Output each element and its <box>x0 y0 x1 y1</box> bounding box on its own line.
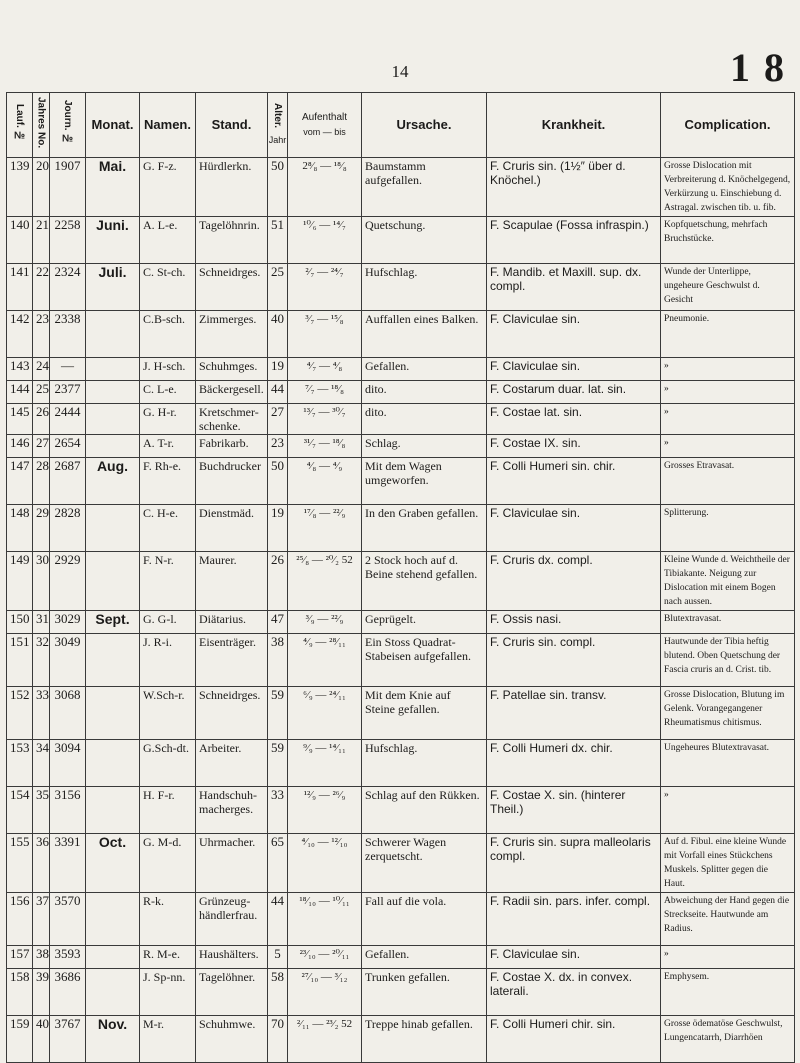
cell-occupation: Zimmerges. <box>196 311 268 358</box>
cell-stay-period: ²⁄₁₁ — ²³⁄₂ 52 <box>288 1016 362 1063</box>
cell-year-number: 34 <box>33 740 50 787</box>
cell-patient-name: F. N-r. <box>140 552 196 611</box>
cell-cause: Mit dem Knie auf Steine gefallen. <box>362 687 487 740</box>
cell-year-number: 20 <box>33 158 50 217</box>
cell-complication: » <box>661 358 795 381</box>
cell-age: 19 <box>268 358 288 381</box>
cell-patient-name: R-k. <box>140 893 196 946</box>
cell-lauf-number: 152 <box>7 687 33 740</box>
cell-occupation: Bäckergesell. <box>196 381 268 404</box>
cell-lauf-number: 157 <box>7 946 33 969</box>
cell-year-number: 31 <box>33 611 50 634</box>
cell-cause: In den Graben gefallen. <box>362 505 487 552</box>
cell-complication: Kopfquetschung, mehrfach Bruchstücke. <box>661 217 795 264</box>
cell-year-number: 37 <box>33 893 50 946</box>
cell-diagnosis: F. Radii sin. pars. infer. compl. <box>487 893 661 946</box>
cell-stay-period: ⁴⁄₈ — ⁴⁄₉ <box>288 458 362 505</box>
cell-month <box>86 505 140 552</box>
cell-diagnosis: F. Cruris dx. compl. <box>487 552 661 611</box>
cell-diagnosis: F. Costarum duar. lat. sin. <box>487 381 661 404</box>
cell-occupation: Eisenträger. <box>196 634 268 687</box>
cell-complication: » <box>661 435 795 458</box>
cell-age: 19 <box>268 505 288 552</box>
cell-complication: Splitterung. <box>661 505 795 552</box>
cell-month <box>86 381 140 404</box>
cell-stay-period: ¹⁸⁄₁₀ — ¹⁰⁄₁₁ <box>288 893 362 946</box>
cell-patient-name: R. M-e. <box>140 946 196 969</box>
cell-month <box>86 787 140 834</box>
cell-age: 47 <box>268 611 288 634</box>
cell-cause: Trunken gefallen. <box>362 969 487 1016</box>
cell-journal-number: 3049 <box>50 634 86 687</box>
cell-cause: Mit dem Wagen umgeworfen. <box>362 458 487 505</box>
cell-diagnosis: F. Patellae sin. transv. <box>487 687 661 740</box>
cell-occupation: Schuhmges. <box>196 358 268 381</box>
cell-complication: » <box>661 946 795 969</box>
cell-patient-name: W.Sch-r. <box>140 687 196 740</box>
table-row <box>7 158 795 217</box>
cell-year-number: 23 <box>33 311 50 358</box>
cell-occupation: Diätarius. <box>196 611 268 634</box>
table-row <box>7 893 795 946</box>
cell-complication: Grosse ödematöse Geschwulst, Lungencatarrh, Diarrhöen <box>661 1016 795 1063</box>
cell-lauf-number: 140 <box>7 217 33 264</box>
cell-patient-name: G. G-l. <box>140 611 196 634</box>
cell-complication: Kleine Wunde d. Weichtheile der Tibiakante. Neigung zur Dislocation mit einem Bogen nach aussen. <box>661 552 795 611</box>
table-row <box>7 217 795 264</box>
cell-journal-number: 2377 <box>50 381 86 404</box>
cell-age: 51 <box>268 217 288 264</box>
cell-diagnosis: F. Costae lat. sin. <box>487 404 661 435</box>
cell-journal-number: 2929 <box>50 552 86 611</box>
cell-patient-name: C. St-ch. <box>140 264 196 311</box>
cell-month <box>86 552 140 611</box>
cell-month: Juli. <box>86 264 140 311</box>
cell-age: 25 <box>268 264 288 311</box>
cell-cause: Baumstamm aufgefallen. <box>362 158 487 217</box>
cell-year-number: 33 <box>33 687 50 740</box>
cell-patient-name: G. H-r. <box>140 404 196 435</box>
header-monat: Monat. <box>86 93 140 158</box>
cell-stay-period: ⁴⁄₁₀ — ¹²⁄₁₀ <box>288 834 362 893</box>
cell-stay-period: ⁴⁄₉ — ²⁸⁄₁₁ <box>288 634 362 687</box>
cell-diagnosis: F. Claviculae sin. <box>487 358 661 381</box>
cell-stay-period: ¹²⁄₉ — ²⁶⁄₉ <box>288 787 362 834</box>
cell-age: 26 <box>268 552 288 611</box>
cell-cause: Hufschlag. <box>362 740 487 787</box>
cell-month: Oct. <box>86 834 140 893</box>
cell-stay-period: ³⁄₉ — ²²⁄₉ <box>288 611 362 634</box>
cell-patient-name: G.Sch-dt. <box>140 740 196 787</box>
table-row <box>7 505 795 552</box>
cell-occupation: Fabrikarb. <box>196 435 268 458</box>
cell-age: 59 <box>268 740 288 787</box>
cell-month: Aug. <box>86 458 140 505</box>
table-row <box>7 787 795 834</box>
cell-complication: Pneumonie. <box>661 311 795 358</box>
cell-occupation: Buchdrucker <box>196 458 268 505</box>
cell-cause: Schwerer Wagen zerquetscht. <box>362 834 487 893</box>
cell-year-number: 24 <box>33 358 50 381</box>
cell-cause: dito. <box>362 404 487 435</box>
cell-lauf-number: 143 <box>7 358 33 381</box>
cell-year-number: 27 <box>33 435 50 458</box>
cell-diagnosis: F. Ossis nasi. <box>487 611 661 634</box>
table-row <box>7 358 795 381</box>
cell-cause: Gefallen. <box>362 358 487 381</box>
cell-year-number: 21 <box>33 217 50 264</box>
cell-occupation: Kretschmer-schenke. <box>196 404 268 435</box>
cell-stay-period: ¹⁰⁄₆ — ¹⁴⁄₇ <box>288 217 362 264</box>
cell-cause: Ein Stoss Quadrat-Stabeisen aufgefallen. <box>362 634 487 687</box>
cell-occupation: Uhrmacher. <box>196 834 268 893</box>
cell-month: Mai. <box>86 158 140 217</box>
cell-occupation: Handschuh-macherges. <box>196 787 268 834</box>
table-row <box>7 740 795 787</box>
cell-year-number: 39 <box>33 969 50 1016</box>
header-namen: Namen. <box>140 93 196 158</box>
cell-stay-period: ²⁵⁄₈ — ²⁰⁄₂ 52 <box>288 552 362 611</box>
cell-stay-period: ¹³⁄₇ — ³⁰⁄₇ <box>288 404 362 435</box>
cell-occupation: Schneidrges. <box>196 264 268 311</box>
cell-year-number: 35 <box>33 787 50 834</box>
cell-year-number: 38 <box>33 946 50 969</box>
table-row <box>7 381 795 404</box>
cell-patient-name: J. H-sch. <box>140 358 196 381</box>
cell-month <box>86 969 140 1016</box>
cell-complication: Hautwunde der Tibia heftig blutend. Oben Quetschung der Fascia cruris an d. Crist. tib. <box>661 634 795 687</box>
cell-complication: Auf d. Fibul. eine kleine Wunde mit Vorfall eines Stückchens Muskels. Splitter gegen die Haut. <box>661 834 795 893</box>
cell-month <box>86 893 140 946</box>
cell-diagnosis: F. Costae X. sin. (hinterer Theil.) <box>487 787 661 834</box>
cell-lauf-number: 142 <box>7 311 33 358</box>
cell-year-number: 30 <box>33 552 50 611</box>
header-aufenthalt: Aufenthalt vom — bis <box>288 93 362 158</box>
cell-journal-number: 3156 <box>50 787 86 834</box>
cell-year-number: 36 <box>33 834 50 893</box>
cell-stay-period: ³⁄₇ — ¹⁵⁄₈ <box>288 311 362 358</box>
cell-lauf-number: 156 <box>7 893 33 946</box>
table-row <box>7 634 795 687</box>
cell-year-number: 29 <box>33 505 50 552</box>
cell-age: 27 <box>268 404 288 435</box>
table-row <box>7 264 795 311</box>
cell-stay-period: ²⁷⁄₁₀ — ³⁄₁₂ <box>288 969 362 1016</box>
cell-diagnosis: F. Claviculae sin. <box>487 505 661 552</box>
cell-age: 44 <box>268 381 288 404</box>
cell-lauf-number: 147 <box>7 458 33 505</box>
cell-age: 5 <box>268 946 288 969</box>
table-row <box>7 611 795 634</box>
cell-journal-number: 2338 <box>50 311 86 358</box>
register-body <box>7 158 795 1063</box>
cell-complication: Grosse Dislocation, Blutung im Gelenk. Vorangegangener Rheumatismus chitismus. <box>661 687 795 740</box>
cell-patient-name: G. M-d. <box>140 834 196 893</box>
cell-cause: Hufschlag. <box>362 264 487 311</box>
cell-complication: » <box>661 787 795 834</box>
cell-complication: » <box>661 404 795 435</box>
cell-patient-name: A. T-r. <box>140 435 196 458</box>
table-row <box>7 458 795 505</box>
cell-month: Sept. <box>86 611 140 634</box>
cell-age: 23 <box>268 435 288 458</box>
cell-age: 59 <box>268 687 288 740</box>
cell-occupation: Hürdlerkn. <box>196 158 268 217</box>
cell-month <box>86 358 140 381</box>
cell-journal-number: 3068 <box>50 687 86 740</box>
header-jahres: Jahres No. <box>33 93 50 158</box>
cell-stay-period: 2⁸⁄₈ — ¹⁸⁄₈ <box>288 158 362 217</box>
cell-diagnosis: F. Colli Humeri dx. chir. <box>487 740 661 787</box>
cell-stay-period: ⁹⁄₉ — ¹⁴⁄₁₁ <box>288 740 362 787</box>
table-row <box>7 834 795 893</box>
cell-cause: Geprügelt. <box>362 611 487 634</box>
cell-month <box>86 946 140 969</box>
cell-lauf-number: 149 <box>7 552 33 611</box>
cell-year-number: 22 <box>33 264 50 311</box>
cell-stay-period: ²⁄₇ — ²⁴⁄₇ <box>288 264 362 311</box>
cell-diagnosis: F. Colli Humeri sin. chir. <box>487 458 661 505</box>
cell-patient-name: C.B-sch. <box>140 311 196 358</box>
cell-occupation: Dienstmäd. <box>196 505 268 552</box>
cell-diagnosis: F. Claviculae sin. <box>487 311 661 358</box>
table-row <box>7 1016 795 1063</box>
cell-cause: Treppe hinab gefallen. <box>362 1016 487 1063</box>
cell-patient-name: M-r. <box>140 1016 196 1063</box>
cell-journal-number: 2324 <box>50 264 86 311</box>
cell-diagnosis: F. Claviculae sin. <box>487 946 661 969</box>
cell-complication: Abweichung der Hand gegen die Streckseite. Hautwunde am Radius. <box>661 893 795 946</box>
cell-cause: Schlag. <box>362 435 487 458</box>
cell-patient-name: A. L-e. <box>140 217 196 264</box>
cell-complication: Grosse Dislocation mit Verbreiterung d. Knöchelgegend, Verkürzung u. Einschiebung d. Astragal. zwischen tib. u. fib. <box>661 158 795 217</box>
cell-complication: Ungeheures Blutextravasat. <box>661 740 795 787</box>
cell-lauf-number: 158 <box>7 969 33 1016</box>
cell-lauf-number: 146 <box>7 435 33 458</box>
header-journ: Journ. № <box>50 93 86 158</box>
cell-journal-number: 2654 <box>50 435 86 458</box>
cell-lauf-number: 154 <box>7 787 33 834</box>
cell-lauf-number: 148 <box>7 505 33 552</box>
cell-age: 50 <box>268 158 288 217</box>
cell-occupation: Haushälters. <box>196 946 268 969</box>
cell-patient-name: C. L-e. <box>140 381 196 404</box>
cell-cause: Fall auf die vola. <box>362 893 487 946</box>
table-row <box>7 946 795 969</box>
cell-age: 65 <box>268 834 288 893</box>
cell-stay-period: ⁶⁄₉ — ²⁴⁄₁₁ <box>288 687 362 740</box>
cell-year-number: 26 <box>33 404 50 435</box>
cell-year-number: 28 <box>33 458 50 505</box>
cell-journal-number: 1907 <box>50 158 86 217</box>
table-row <box>7 552 795 611</box>
cell-age: 40 <box>268 311 288 358</box>
cell-lauf-number: 151 <box>7 634 33 687</box>
header-complication: Complication. <box>661 93 795 158</box>
cell-stay-period: ¹⁷⁄₈ — ²²⁄₉ <box>288 505 362 552</box>
cell-journal-number: 2444 <box>50 404 86 435</box>
cell-patient-name: F. Rh-e. <box>140 458 196 505</box>
cell-cause: dito. <box>362 381 487 404</box>
cell-journal-number: 2828 <box>50 505 86 552</box>
cell-diagnosis: F. Costae IX. sin. <box>487 435 661 458</box>
table-row <box>7 404 795 435</box>
header-lauf: Lauf. № <box>7 93 33 158</box>
cell-lauf-number: 141 <box>7 264 33 311</box>
cell-journal-number: 3391 <box>50 834 86 893</box>
cell-occupation: Arbeiter. <box>196 740 268 787</box>
cell-month <box>86 687 140 740</box>
cell-journal-number: 2258 <box>50 217 86 264</box>
cell-year-number: 32 <box>33 634 50 687</box>
cell-stay-period: ³¹⁄₇ — ¹⁸⁄₈ <box>288 435 362 458</box>
page-number: 14 <box>391 62 409 81</box>
cell-journal-number: 3686 <box>50 969 86 1016</box>
cell-occupation: Maurer. <box>196 552 268 611</box>
cell-occupation: Tagelöhnrin. <box>196 217 268 264</box>
cell-occupation: Schneidrges. <box>196 687 268 740</box>
table-row <box>7 969 795 1016</box>
cell-stay-period: ²³⁄₁₀ — ²⁰⁄₁₁ <box>288 946 362 969</box>
cell-occupation: Schuhmwe. <box>196 1016 268 1063</box>
cell-age: 33 <box>268 787 288 834</box>
cell-month <box>86 435 140 458</box>
cell-lauf-number: 153 <box>7 740 33 787</box>
cell-journal-number: 3094 <box>50 740 86 787</box>
cell-cause: Gefallen. <box>362 946 487 969</box>
cell-patient-name: J. Sp-nn. <box>140 969 196 1016</box>
cell-month: Nov. <box>86 1016 140 1063</box>
cell-diagnosis: F. Cruris sin. compl. <box>487 634 661 687</box>
cell-diagnosis: F. Cruris sin. supra malleolaris compl. <box>487 834 661 893</box>
sheet-mark: 1 8 <box>730 45 786 90</box>
cell-lauf-number: 155 <box>7 834 33 893</box>
cell-complication: Blutextravasat. <box>661 611 795 634</box>
header-row <box>7 93 795 158</box>
cell-age: 44 <box>268 893 288 946</box>
cell-lauf-number: 139 <box>7 158 33 217</box>
cell-month <box>86 634 140 687</box>
cell-age: 58 <box>268 969 288 1016</box>
cell-occupation: Tagelöhner. <box>196 969 268 1016</box>
cell-year-number: 40 <box>33 1016 50 1063</box>
cell-age: 50 <box>268 458 288 505</box>
cell-cause: Quetschung. <box>362 217 487 264</box>
cell-patient-name: H. F-r. <box>140 787 196 834</box>
cell-age: 38 <box>268 634 288 687</box>
cell-month <box>86 404 140 435</box>
cell-complication: Emphysem. <box>661 969 795 1016</box>
header-alter: Alter. Jahr <box>268 93 288 158</box>
cell-diagnosis: F. Scapulae (Fossa infraspin.) <box>487 217 661 264</box>
cell-cause: Schlag auf den Rükken. <box>362 787 487 834</box>
cell-diagnosis: F. Colli Humeri chir. sin. <box>487 1016 661 1063</box>
cell-complication: Grosses Etravasat. <box>661 458 795 505</box>
cell-occupation: Grünzeug-händlerfrau. <box>196 893 268 946</box>
table-row <box>7 435 795 458</box>
cell-lauf-number: 144 <box>7 381 33 404</box>
cell-journal-number: 3593 <box>50 946 86 969</box>
cell-diagnosis: F. Cruris sin. (1½″ über d. Knöchel.) <box>487 158 661 217</box>
cell-journal-number: 3767 <box>50 1016 86 1063</box>
cell-journal-number: 3029 <box>50 611 86 634</box>
cell-cause: Auffallen eines Balken. <box>362 311 487 358</box>
cell-patient-name: G. F-z. <box>140 158 196 217</box>
cell-lauf-number: 145 <box>7 404 33 435</box>
cell-month: Juni. <box>86 217 140 264</box>
table-row <box>7 311 795 358</box>
cell-journal-number: — <box>50 358 86 381</box>
cell-year-number: 25 <box>33 381 50 404</box>
header-ursache: Ursache. <box>362 93 487 158</box>
cell-month <box>86 740 140 787</box>
cell-lauf-number: 159 <box>7 1016 33 1063</box>
cell-cause: 2 Stock hoch auf d. Beine stehend gefallen. <box>362 552 487 611</box>
cell-diagnosis: F. Mandib. et Maxill. sup. dx. compl. <box>487 264 661 311</box>
cell-patient-name: J. R-i. <box>140 634 196 687</box>
header-krankheit: Krankheit. <box>487 93 661 158</box>
cell-patient-name: C. H-e. <box>140 505 196 552</box>
cell-journal-number: 3570 <box>50 893 86 946</box>
cell-lauf-number: 150 <box>7 611 33 634</box>
cell-month <box>86 311 140 358</box>
cell-stay-period: ⁷⁄₇ — ¹⁸⁄₈ <box>288 381 362 404</box>
cell-stay-period: ⁴⁄₇ — ⁴⁄₈ <box>288 358 362 381</box>
cell-diagnosis: F. Costae X. dx. in convex. laterali. <box>487 969 661 1016</box>
cell-age: 70 <box>268 1016 288 1063</box>
cell-complication: » <box>661 381 795 404</box>
header-stand: Stand. <box>196 93 268 158</box>
register-table <box>6 92 795 1063</box>
cell-journal-number: 2687 <box>50 458 86 505</box>
table-row <box>7 687 795 740</box>
cell-complication: Wunde der Unterlippe, ungeheure Geschwulst d. Gesicht <box>661 264 795 311</box>
